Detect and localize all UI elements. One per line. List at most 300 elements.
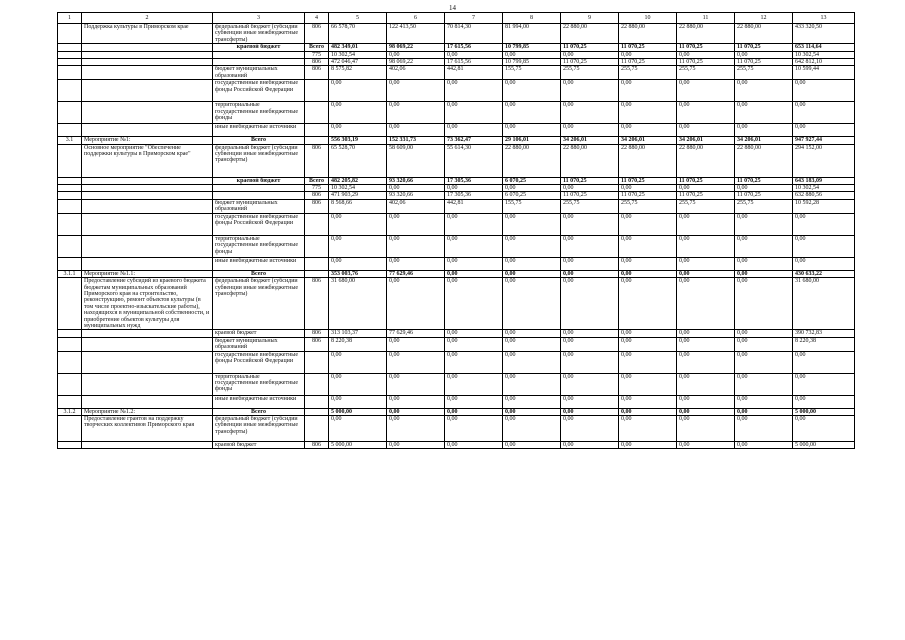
- table-cell: 442,81: [445, 66, 503, 80]
- table-cell: 806: [305, 330, 329, 337]
- table-cell: 0,00: [387, 257, 445, 270]
- table-cell: 0,00: [735, 51, 793, 58]
- table-cell: 353 003,76: [329, 270, 387, 277]
- table-cell: 0,00: [445, 235, 503, 257]
- table-cell: 22 880,00: [561, 144, 619, 177]
- table-cell: 22 880,00: [677, 24, 735, 44]
- table-cell: [82, 102, 213, 124]
- table-row: [58, 441, 855, 448]
- table-cell: 0,00: [619, 373, 677, 395]
- table-cell: бюджет муниципальных образований: [213, 337, 305, 351]
- table-cell: 122 413,50: [387, 24, 445, 44]
- table-cell: [58, 278, 82, 330]
- table-cell: 482 205,82: [329, 177, 387, 184]
- table-row: [58, 59, 855, 66]
- table-cell: 17 305,36: [445, 177, 503, 184]
- table-cell: [58, 44, 82, 51]
- table-cell: 0,00: [619, 351, 677, 373]
- table-cell: 17 615,56: [445, 59, 503, 66]
- table-cell: [58, 199, 82, 213]
- table-cell: 34 206,01: [735, 137, 793, 144]
- table-cell: 0,00: [677, 124, 735, 137]
- table-cell: Всего: [213, 137, 305, 144]
- budget-table: [57, 12, 855, 449]
- table-cell: 0,00: [503, 124, 561, 137]
- table-cell: 29 106,01: [503, 137, 561, 144]
- table-cell: 8 568,66: [329, 199, 387, 213]
- table-cell: 775: [305, 185, 329, 192]
- table-cell: [82, 59, 213, 66]
- table-cell: 11 070,25: [619, 44, 677, 51]
- table-cell: 11 070,25: [561, 192, 619, 199]
- table-cell: 0,00: [445, 373, 503, 395]
- table-cell: [82, 337, 213, 351]
- column-header-9: 9: [561, 13, 619, 24]
- column-header-1: 1: [58, 13, 82, 24]
- table-cell: 31 680,00: [329, 278, 387, 330]
- table-cell: [305, 235, 329, 257]
- table-cell: 0,00: [677, 185, 735, 192]
- table-cell: бюджет муниципальных образований: [213, 66, 305, 80]
- table-cell: [82, 235, 213, 257]
- table-cell: 98 069,22: [387, 44, 445, 51]
- table-cell: 0,00: [735, 395, 793, 408]
- table-row: [58, 66, 855, 80]
- table-cell: 0,00: [503, 185, 561, 192]
- table-cell: [58, 337, 82, 351]
- table-cell: 255,75: [619, 199, 677, 213]
- table-cell: 0,00: [387, 278, 445, 330]
- table-cell: 3.1: [58, 137, 82, 144]
- table-cell: 0,00: [619, 330, 677, 337]
- table-cell: 0,00: [561, 270, 619, 277]
- table-cell: 11 070,25: [677, 59, 735, 66]
- table-cell: 11 070,25: [677, 192, 735, 199]
- table-cell: Всего: [305, 44, 329, 51]
- table-cell: 22 880,00: [677, 144, 735, 177]
- table-cell: 22 880,00: [503, 144, 561, 177]
- table-cell: 0,00: [445, 351, 503, 373]
- table-cell: 806: [305, 59, 329, 66]
- table-cell: 0,00: [735, 337, 793, 351]
- table-cell: Всего: [213, 270, 305, 277]
- table-cell: краевой бюджет: [213, 44, 305, 51]
- table-cell: 0,00: [561, 80, 619, 102]
- table-body: [58, 13, 855, 449]
- table-cell: 0,00: [735, 408, 793, 415]
- table-row: [58, 235, 855, 257]
- table-cell: [82, 124, 213, 137]
- table-cell: 0,00: [561, 395, 619, 408]
- table-cell: 0,00: [677, 441, 735, 448]
- table-cell: [82, 351, 213, 373]
- table-cell: [82, 177, 213, 184]
- table-row: [58, 351, 855, 373]
- table-cell: [82, 185, 213, 192]
- table-cell: 65 528,70: [329, 144, 387, 177]
- column-header-13: 13: [793, 13, 855, 24]
- table-cell: 0,00: [561, 330, 619, 337]
- table-cell: Основное мероприятие "Обеспечение поддержки культуры в Приморском крае": [82, 144, 213, 177]
- table-row: [58, 24, 855, 44]
- table-cell: 0,00: [619, 415, 677, 441]
- table-cell: [58, 192, 82, 199]
- table-row: [58, 278, 855, 330]
- table-cell: краевой бюджет: [213, 330, 305, 337]
- table-cell: бюджет муниципальных образований: [213, 199, 305, 213]
- table-cell: 0,00: [619, 102, 677, 124]
- table-cell: 155,75: [503, 199, 561, 213]
- table-cell: 11 070,25: [735, 59, 793, 66]
- table-row: [58, 330, 855, 337]
- table-cell: 255,75: [561, 199, 619, 213]
- table-cell: [82, 373, 213, 395]
- table-cell: 10 599,44: [793, 66, 855, 80]
- table-cell: 806: [305, 337, 329, 351]
- table-cell: 8 220,38: [793, 337, 855, 351]
- column-header-3: 3: [213, 13, 305, 24]
- table-cell: 0,00: [445, 102, 503, 124]
- table-row: [58, 192, 855, 199]
- table-cell: иные внебюджетные источники: [213, 257, 305, 270]
- table-cell: территориальные государственные внебюджетные фонды: [213, 373, 305, 395]
- table-cell: 806: [305, 66, 329, 80]
- table-cell: 0,00: [445, 213, 503, 235]
- table-cell: [58, 177, 82, 184]
- table-cell: 31 680,00: [793, 278, 855, 330]
- table-cell: 22 880,00: [619, 144, 677, 177]
- table-cell: 0,00: [445, 337, 503, 351]
- table-cell: 11 070,25: [619, 192, 677, 199]
- table-cell: 10 302,54: [793, 185, 855, 192]
- table-cell: 0,00: [561, 278, 619, 330]
- table-cell: 8 575,82: [329, 66, 387, 80]
- table-cell: 5 000,00: [793, 408, 855, 415]
- table-cell: [58, 102, 82, 124]
- column-header-row: [58, 13, 855, 24]
- table-cell: [58, 213, 82, 235]
- table-cell: 152 331,73: [387, 137, 445, 144]
- table-row: [58, 80, 855, 102]
- table-cell: 0,00: [677, 415, 735, 441]
- column-header-7: 7: [445, 13, 503, 24]
- table-cell: 806: [305, 278, 329, 330]
- table-cell: [82, 44, 213, 51]
- table-cell: 11 070,25: [735, 192, 793, 199]
- table-cell: 0,00: [677, 257, 735, 270]
- table-cell: 0,00: [503, 235, 561, 257]
- table-cell: 0,00: [735, 270, 793, 277]
- table-cell: Всего: [213, 408, 305, 415]
- table-cell: 22 880,00: [619, 24, 677, 44]
- table-cell: 0,00: [793, 257, 855, 270]
- table-cell: 0,00: [677, 395, 735, 408]
- table-cell: 0,00: [561, 235, 619, 257]
- table-cell: 77 629,46: [387, 270, 445, 277]
- table-cell: [305, 102, 329, 124]
- table-cell: 0,00: [503, 373, 561, 395]
- table-cell: [58, 144, 82, 177]
- table-cell: 0,00: [677, 373, 735, 395]
- table-cell: 0,00: [503, 395, 561, 408]
- table-cell: 0,00: [677, 270, 735, 277]
- table-cell: 0,00: [561, 415, 619, 441]
- table-cell: [213, 192, 305, 199]
- table-cell: 0,00: [735, 213, 793, 235]
- table-cell: 294 152,00: [793, 144, 855, 177]
- table-cell: 0,00: [387, 235, 445, 257]
- table-cell: 11 070,25: [561, 44, 619, 51]
- table-cell: 775: [305, 51, 329, 58]
- table-cell: 0,00: [561, 213, 619, 235]
- table-cell: 0,00: [735, 441, 793, 448]
- table-cell: государственные внебюджетные фонды Российской Федерации: [213, 213, 305, 235]
- table-cell: 0,00: [735, 102, 793, 124]
- table-cell: 0,00: [793, 235, 855, 257]
- table-cell: 0,00: [445, 330, 503, 337]
- table-row: [58, 51, 855, 58]
- table-cell: территориальные государственные внебюджетные фонды: [213, 235, 305, 257]
- table-row: [58, 270, 855, 277]
- table-cell: 0,00: [793, 373, 855, 395]
- table-cell: 0,00: [735, 257, 793, 270]
- table-cell: 0,00: [677, 102, 735, 124]
- table-cell: 155,75: [503, 66, 561, 80]
- table-cell: 0,00: [619, 80, 677, 102]
- table-cell: 10 592,28: [793, 199, 855, 213]
- table-cell: 0,00: [445, 51, 503, 58]
- table-row: [58, 177, 855, 184]
- table-cell: 0,00: [735, 235, 793, 257]
- table-cell: 11 070,25: [735, 44, 793, 51]
- table-cell: 0,00: [793, 395, 855, 408]
- table-cell: 0,00: [619, 185, 677, 192]
- table-cell: 806: [305, 441, 329, 448]
- column-header-6: 6: [387, 13, 445, 24]
- table-cell: 0,00: [619, 124, 677, 137]
- table-cell: 10 302,54: [793, 51, 855, 58]
- table-cell: [82, 199, 213, 213]
- table-cell: 0,00: [503, 351, 561, 373]
- table-cell: 0,00: [503, 270, 561, 277]
- table-cell: 0,00: [677, 351, 735, 373]
- table-cell: 0,00: [387, 441, 445, 448]
- table-cell: 0,00: [619, 213, 677, 235]
- table-cell: 642 812,10: [793, 59, 855, 66]
- table-cell: 0,00: [503, 51, 561, 58]
- table-cell: 0,00: [503, 80, 561, 102]
- table-row: [58, 44, 855, 51]
- table-cell: 11 070,25: [619, 177, 677, 184]
- table-cell: [305, 80, 329, 102]
- table-row: [58, 415, 855, 441]
- table-cell: 0,00: [387, 351, 445, 373]
- table-cell: 0,00: [561, 337, 619, 351]
- table-cell: 0,00: [735, 278, 793, 330]
- table-cell: 0,00: [793, 351, 855, 373]
- table-cell: 10 799,85: [503, 59, 561, 66]
- table-cell: 255,75: [735, 66, 793, 80]
- table-cell: 5 000,00: [329, 441, 387, 448]
- table-cell: [305, 415, 329, 441]
- table-cell: 0,00: [445, 278, 503, 330]
- table-cell: 10 302,54: [329, 51, 387, 58]
- table-cell: 0,00: [329, 257, 387, 270]
- table-cell: [58, 24, 82, 44]
- table-cell: 0,00: [329, 395, 387, 408]
- table-cell: [82, 330, 213, 337]
- table-cell: 0,00: [503, 278, 561, 330]
- table-cell: [58, 373, 82, 395]
- table-row: [58, 408, 855, 415]
- table-cell: 643 183,09: [793, 177, 855, 184]
- table-cell: 11 070,25: [561, 177, 619, 184]
- table-cell: 0,00: [619, 257, 677, 270]
- table-cell: 0,00: [793, 213, 855, 235]
- table-cell: 0,00: [561, 408, 619, 415]
- table-cell: 0,00: [677, 213, 735, 235]
- table-cell: [213, 51, 305, 58]
- table-cell: 98 069,22: [387, 59, 445, 66]
- table-cell: [213, 59, 305, 66]
- table-cell: 0,00: [735, 330, 793, 337]
- table-cell: 0,00: [445, 415, 503, 441]
- table-cell: 442,81: [445, 199, 503, 213]
- table-cell: 0,00: [619, 337, 677, 351]
- table-cell: 0,00: [329, 235, 387, 257]
- table-cell: [58, 415, 82, 441]
- page-number: 14: [449, 4, 456, 12]
- table-row: [58, 373, 855, 395]
- table-cell: 0,00: [387, 415, 445, 441]
- table-row: [58, 137, 855, 144]
- table-cell: [82, 80, 213, 102]
- table-cell: 0,00: [503, 337, 561, 351]
- table-cell: [82, 257, 213, 270]
- table-cell: федеральный бюджет (субсидии субвенции иные межбюджетные трансферты): [213, 144, 305, 177]
- table-cell: 0,00: [503, 213, 561, 235]
- table-cell: 430 633,22: [793, 270, 855, 277]
- table-row: [58, 395, 855, 408]
- table-cell: [305, 373, 329, 395]
- table-cell: 402,06: [387, 199, 445, 213]
- table-cell: 11 070,25: [677, 44, 735, 51]
- table-cell: 0,00: [445, 80, 503, 102]
- table-cell: 947 927,44: [793, 137, 855, 144]
- table-cell: [82, 213, 213, 235]
- table-cell: 313 103,37: [329, 330, 387, 337]
- table-cell: 653 114,64: [793, 44, 855, 51]
- table-cell: 0,00: [387, 185, 445, 192]
- table-cell: 93 320,66: [387, 177, 445, 184]
- table-cell: федеральный бюджет (субсидии субвенции иные межбюджетные трансферты): [213, 278, 305, 330]
- table-cell: 81 994,00: [503, 24, 561, 44]
- table-cell: государственные внебюджетные фонды Российской Федерации: [213, 351, 305, 373]
- table-cell: [82, 66, 213, 80]
- table-cell: 0,00: [735, 415, 793, 441]
- table-cell: [305, 137, 329, 144]
- table-cell: [305, 124, 329, 137]
- table-cell: 17 305,36: [445, 192, 503, 199]
- table-cell: 255,75: [677, 66, 735, 80]
- table-cell: 66 578,70: [329, 24, 387, 44]
- table-cell: иные внебюджетные источники: [213, 395, 305, 408]
- table-cell: [305, 213, 329, 235]
- table-cell: 806: [305, 192, 329, 199]
- table-cell: Мероприятие №1.2:: [82, 408, 213, 415]
- table-cell: 0,00: [387, 395, 445, 408]
- table-cell: 73 362,47: [445, 137, 503, 144]
- table-cell: 0,00: [677, 408, 735, 415]
- table-cell: 0,00: [503, 441, 561, 448]
- table-cell: 0,00: [503, 102, 561, 124]
- table-cell: 55 614,30: [445, 144, 503, 177]
- table-cell: 0,00: [445, 408, 503, 415]
- table-cell: 0,00: [387, 124, 445, 137]
- column-header-5: 5: [329, 13, 387, 24]
- table-cell: 0,00: [329, 80, 387, 102]
- table-row: [58, 213, 855, 235]
- table-cell: 390 732,83: [793, 330, 855, 337]
- table-cell: 556 303,19: [329, 137, 387, 144]
- table-cell: Мероприятие №1:: [82, 137, 213, 144]
- column-header-10: 10: [619, 13, 677, 24]
- table-cell: [58, 124, 82, 137]
- table-cell: [305, 395, 329, 408]
- table-cell: 0,00: [329, 124, 387, 137]
- column-header-2: 2: [82, 13, 213, 24]
- table-cell: 0,00: [619, 278, 677, 330]
- table-cell: [58, 441, 82, 448]
- table-cell: 0,00: [445, 185, 503, 192]
- table-cell: 0,00: [445, 395, 503, 408]
- table-cell: 11 070,25: [619, 59, 677, 66]
- table-cell: краевой бюджет: [213, 441, 305, 448]
- table-cell: 93 320,66: [387, 192, 445, 199]
- table-cell: 22 880,00: [735, 144, 793, 177]
- table-cell: [58, 80, 82, 102]
- column-header-11: 11: [677, 13, 735, 24]
- table-cell: 0,00: [387, 102, 445, 124]
- table-cell: 6 070,25: [503, 192, 561, 199]
- table-cell: 0,00: [619, 51, 677, 58]
- column-header-12: 12: [735, 13, 793, 24]
- table-cell: 0,00: [503, 415, 561, 441]
- table-cell: 0,00: [503, 257, 561, 270]
- table-cell: 0,00: [561, 124, 619, 137]
- table-cell: 10 799,85: [503, 44, 561, 51]
- table-cell: 471 903,29: [329, 192, 387, 199]
- table-cell: 402,06: [387, 66, 445, 80]
- table-cell: 632 880,56: [793, 192, 855, 199]
- table-cell: 255,75: [619, 66, 677, 80]
- table-cell: 34 206,01: [561, 137, 619, 144]
- table-cell: 0,00: [677, 278, 735, 330]
- table-cell: 0,00: [445, 124, 503, 137]
- table-cell: [58, 351, 82, 373]
- table-cell: 255,75: [735, 199, 793, 213]
- table-cell: 0,00: [329, 351, 387, 373]
- table-cell: [305, 257, 329, 270]
- table-cell: иные внебюджетные источники: [213, 124, 305, 137]
- table-cell: 0,00: [793, 80, 855, 102]
- table-cell: 17 615,56: [445, 44, 503, 51]
- column-header-8: 8: [503, 13, 561, 24]
- table-cell: 77 629,46: [387, 330, 445, 337]
- table-cell: 10 302,54: [329, 185, 387, 192]
- table-cell: [58, 185, 82, 192]
- table-cell: 806: [305, 24, 329, 44]
